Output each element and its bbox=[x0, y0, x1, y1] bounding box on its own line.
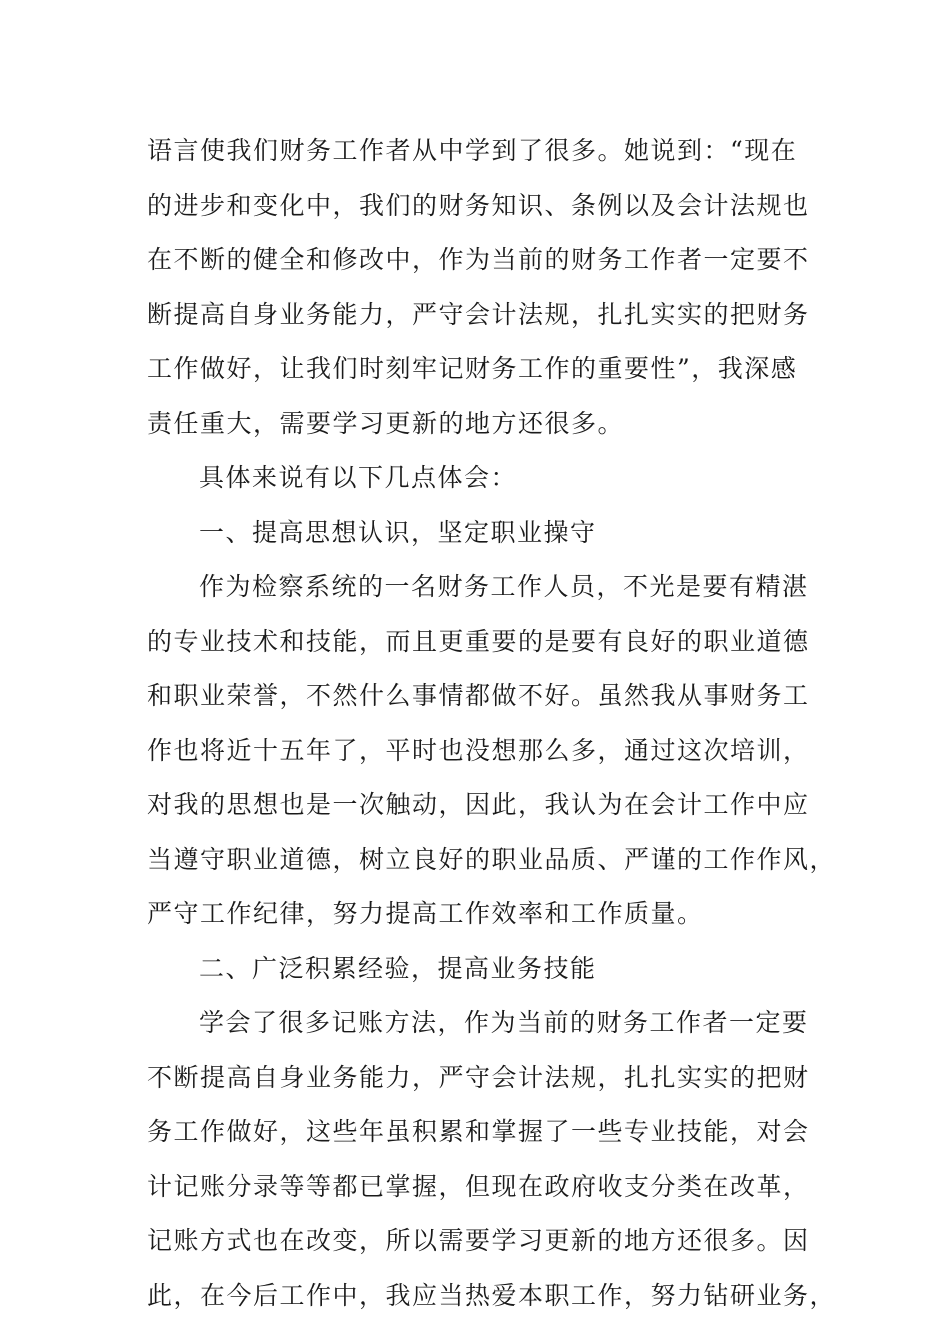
intro-line: 具体来说有以下几点体会： bbox=[199, 463, 518, 492]
text-line: 记账方式也在改变，所以需要学习更新的地方还很多。因 bbox=[147, 1226, 810, 1255]
text-line: 工作做好，让我们时刻牢记财务工作的重要性”，我深感 bbox=[147, 354, 798, 383]
text-line: 和职业荣誉，不然什么事情都做不好。虽然我从事财务工 bbox=[147, 681, 810, 710]
document-body bbox=[147, 124, 837, 1323]
paragraph-section-1 bbox=[147, 560, 837, 942]
section-heading-1: 一、提高思想认识，坚定职业操守 bbox=[199, 517, 597, 547]
text-line: 对我的思想也是一次触动，因此，我认为在会计工作中应 bbox=[147, 790, 810, 819]
text-line: 断提高自身业务能力，严守会计法规，扎扎实实的把财务 bbox=[147, 299, 810, 329]
text-line: 当遵守职业道德，树立良好的职业品质、严谨的工作作风， bbox=[147, 844, 837, 874]
text-line: 的专业技术和技能，而且更重要的是要有良好的职业道德 bbox=[147, 626, 810, 656]
text-line: 在不断的健全和修改中，作为当前的财务工作者一定要不 bbox=[147, 245, 810, 274]
text-line: 此，在今后工作中，我应当热爱本职工作，努力钻研业务， bbox=[147, 1280, 837, 1310]
text-line: 务工作做好，这些年虽积累和掌握了一些专业技能，对会 bbox=[147, 1117, 810, 1146]
text-line: 严守工作纪律，努力提高工作效率和工作质量。 bbox=[147, 899, 704, 928]
section-heading-2: 二、广泛积累经验，提高业务技能 bbox=[199, 953, 597, 983]
text-line: 责任重大，需要学习更新的地方还很多。 bbox=[147, 408, 625, 438]
text-line: 学会了很多记账方法，作为当前的财务工作者一定要 bbox=[199, 1008, 809, 1037]
text-line: 语言使我们财务工作者从中学到了很多。她说到：“现在 bbox=[147, 136, 798, 165]
text-line: 不断提高自身业务能力，严守会计法规，扎扎实实的把财 bbox=[147, 1062, 810, 1092]
paragraph-continuation bbox=[147, 124, 810, 451]
text-line: 作也将近十五年了，平时也没想那么多，通过这次培训， bbox=[147, 735, 810, 765]
paragraph-section-2 bbox=[147, 996, 837, 1323]
text-line: 作为检察系统的一名财务工作人员，不光是要有精湛 bbox=[199, 572, 809, 601]
text-line: 的进步和变化中，我们的财务知识、条例以及会计法规也 bbox=[147, 190, 810, 220]
text-line: 计记账分录等等都已掌握，但现在政府收支分类在改革， bbox=[147, 1171, 810, 1201]
